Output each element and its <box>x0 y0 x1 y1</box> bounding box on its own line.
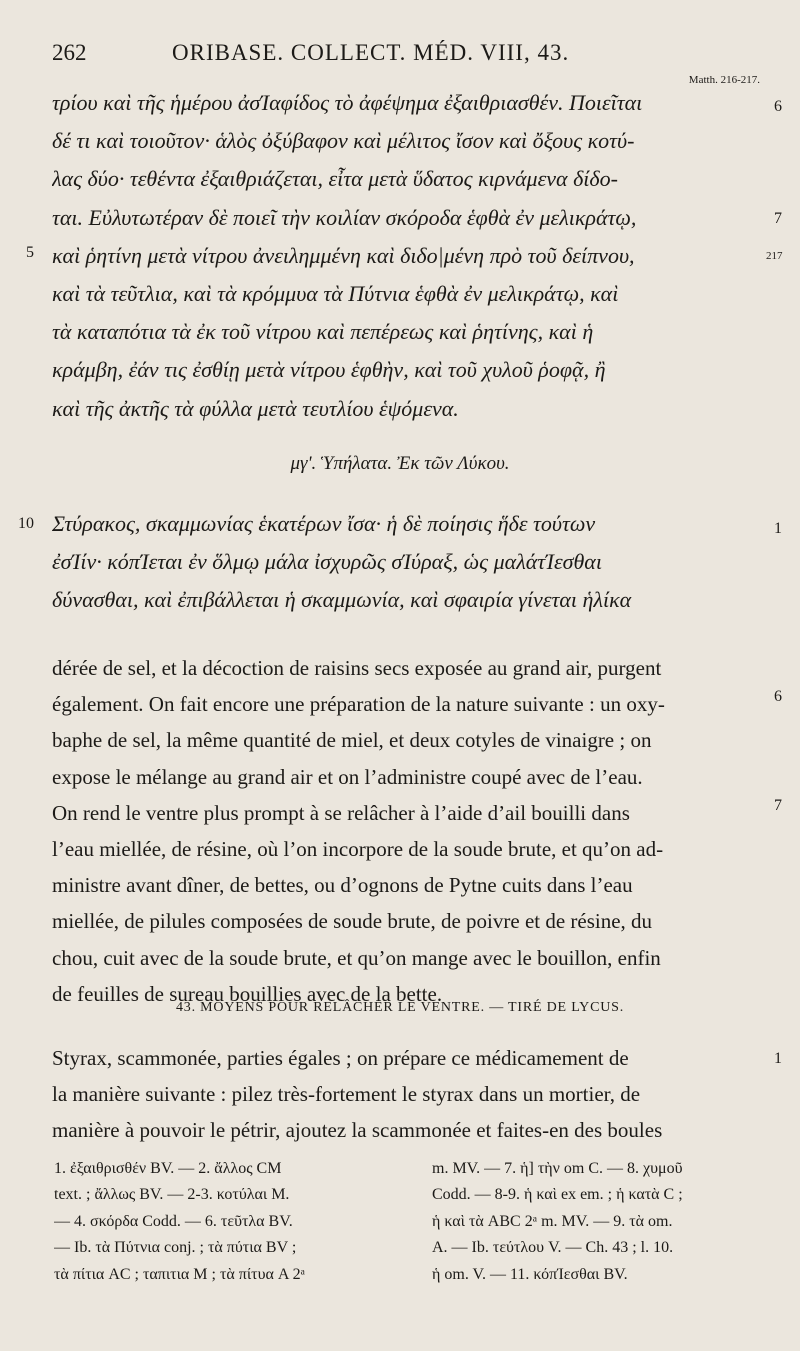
french-line: baphe de sel, la même quantité de miel, et deux cotyles de vinaigre ; on <box>52 728 652 753</box>
running-title: ORIBASE. COLLECT. MÉD. VIII, 43. <box>172 40 570 65</box>
footnote-line: m. MV. — 7. ἡ] τὴν om C. — 8. χυμοῦ <box>432 1160 683 1177</box>
footnotes-left-column <box>54 1156 394 1288</box>
french-translation-block <box>52 650 762 1012</box>
greek-line: δέ τι καὶ τοιοῦτον· ἁλὸς ὀξύβαφον καὶ μέλιτος ἴσον καὶ ὄξους κοτύ- <box>52 128 635 154</box>
greek-line: καὶ τὰ τεῦτλια, καὶ τὰ κρόμμυα τὰ Πύτνια ἑφθὰ ἐν μελικράτῳ, καὶ <box>52 280 619 306</box>
french-line: de feuilles de sureau bouillies avec de la bette. <box>52 981 443 1006</box>
footnotes-right-column <box>432 1156 772 1288</box>
footnote-line: ἡ om. V. — 11. κόπΊεσθαι BV. <box>432 1265 628 1283</box>
footnote-line: — 4. σκόρδα Codd. — 6. τεῦτλα BV. <box>54 1212 293 1230</box>
greek-text-block <box>52 84 762 428</box>
greek-line: λας δύο· τεθέντα ἐξαιθριάζεται, εἶτα μετὰ ὕδατος κιρνάμενα δίδο- <box>52 166 618 192</box>
margin-ref-7: 7 <box>774 210 782 227</box>
greek-text-block-2 <box>52 505 762 620</box>
greek-line: καὶ τῆς ἀκτῆς τὰ φύλλα μετὰ τευτλίου ἑψόμενα. <box>52 395 459 421</box>
line-number-10: 10 <box>18 515 34 532</box>
footnote-line: A. — Ib. τεύτλου V. — Ch. 43 ; l. 10. <box>432 1239 674 1257</box>
footnote-line: Codd. — 8-9. ἡ καὶ ex em. ; ἡ κατὰ C ; <box>432 1186 683 1204</box>
margin-ref-6b: 6 <box>774 688 782 705</box>
french-line: expose le mélange au grand air et on l’administre coupé avec de l’eau. <box>52 764 643 789</box>
french-line: chou, cuit avec de la soude brute, et qu’on mange avec le bouillon, enfin <box>52 945 661 970</box>
french-translation-block-2 <box>52 1040 762 1149</box>
page-number: 262 <box>52 40 87 65</box>
greek-line: τὰ καταπότια τὰ ἐκ τοῦ νίτρου καὶ πεπέρεως καὶ ῥητίνης, καὶ ἡ <box>52 319 594 345</box>
french-line: Styrax, scammonée, parties égales ; on prépare ce médicamement de <box>52 1046 629 1070</box>
french-line: dérée de sel, et la décoction de raisins secs exposée au grand air, purgent <box>52 656 662 680</box>
greek-line: κράμβη, ἐάν τις ἐσθίῃ μετὰ νίτρου ἑφθὴν, καὶ τοῦ χυλοῦ ῥοφᾷ, ἢ <box>52 357 606 383</box>
footnote-line: τὰ πίτια AC ; ταπιτια M ; τὰ πίτυα A 2ᵃ <box>54 1265 305 1283</box>
margin-ref-7b: 7 <box>774 797 782 814</box>
margin-ref-1: 1 <box>774 520 782 537</box>
footnote-line: text. ; ἄλλως BV. — 2-3. κοτύλαι M. <box>54 1186 290 1204</box>
french-line: ministre avant dîner, de bettes, ou d’ognons de Pytne cuits dans l’eau <box>52 873 633 898</box>
french-line: la manière suivante : pilez très-fortement le styrax dans un mortier, de <box>52 1082 641 1107</box>
greek-line: ἐσΊίν· κόπΊεται ἐν ὅλμῳ μάλα ἰσχυρῶς σΊύραξ, ὡς μαλάτΊεσθαι <box>52 549 602 575</box>
footnote-line: ἡ καὶ τὰ ABC 2ᵃ m. MV. — 9. τὰ om. <box>432 1212 673 1230</box>
french-chapter-heading: 43. MOYENS POUR RELÂCHER LE VENTRE. — TIRÉ DE LYCUS. <box>175 1000 625 1015</box>
margin-ref-217: 217 <box>766 250 783 262</box>
french-line: manière à pouvoir le pétrir, ajoutez la scammonée et faites-en des boules <box>52 1118 663 1143</box>
margin-ref-6: 6 <box>774 98 782 115</box>
french-line: On rend le ventre plus prompt à se relâcher à l’aide d’ail bouilli dans <box>52 800 630 825</box>
line-number-5: 5 <box>26 244 34 261</box>
greek-line: τρίου καὶ τῆς ἡμέρου ἀσΊαφίδος τὸ ἀφέψημα ἐξαιθριασθέν. Ποιεῖται <box>52 90 643 115</box>
greek-chapter-heading: μγʹ. Ὑπήλατα. Ἐκ τῶν Λύκου. <box>290 453 510 474</box>
matthaei-page-reference: Matth. 216-217. <box>688 74 760 86</box>
french-line: également. On fait encore une préparation de la nature suivante : un oxy- <box>52 692 665 717</box>
greek-line: Στύρακος, σκαμμωνίας ἑκατέρων ἴσα· ἡ δὲ ποίησις ἥδε τούτων <box>52 511 596 536</box>
margin-ref-1b: 1 <box>774 1050 782 1067</box>
greek-line: καὶ ῥητίνη μετὰ νίτρου ἀνειλημμένη καὶ διδο|μένη πρὸ τοῦ δείπνου, <box>52 242 635 268</box>
french-line: miellée, de pilules composées de soude brute, de poivre et de résine, du <box>52 909 653 934</box>
greek-line: δύνασθαι, καὶ ἐπιβάλλεται ἡ σκαμμωνία, καὶ σφαιρία γίνεται ἡλίκα <box>52 587 632 613</box>
french-line: l’eau miellée, de résine, où l’on incorpore de la soude brute, et qu’on ad- <box>52 836 664 861</box>
footnote-line: 1. ἐξαιθρισθέν BV. — 2. ἄλλος CM <box>54 1160 282 1177</box>
footnote-line: — Ib. τὰ Πύτνια conj. ; τὰ πύτια BV ; <box>54 1239 297 1257</box>
greek-line: ται. Εὐλυτωτέραν δὲ ποιεῖ τὴν κοιλίαν σκόροδα ἑφθὰ ἐν μελικράτῳ, <box>52 204 637 230</box>
page-header <box>52 40 760 86</box>
